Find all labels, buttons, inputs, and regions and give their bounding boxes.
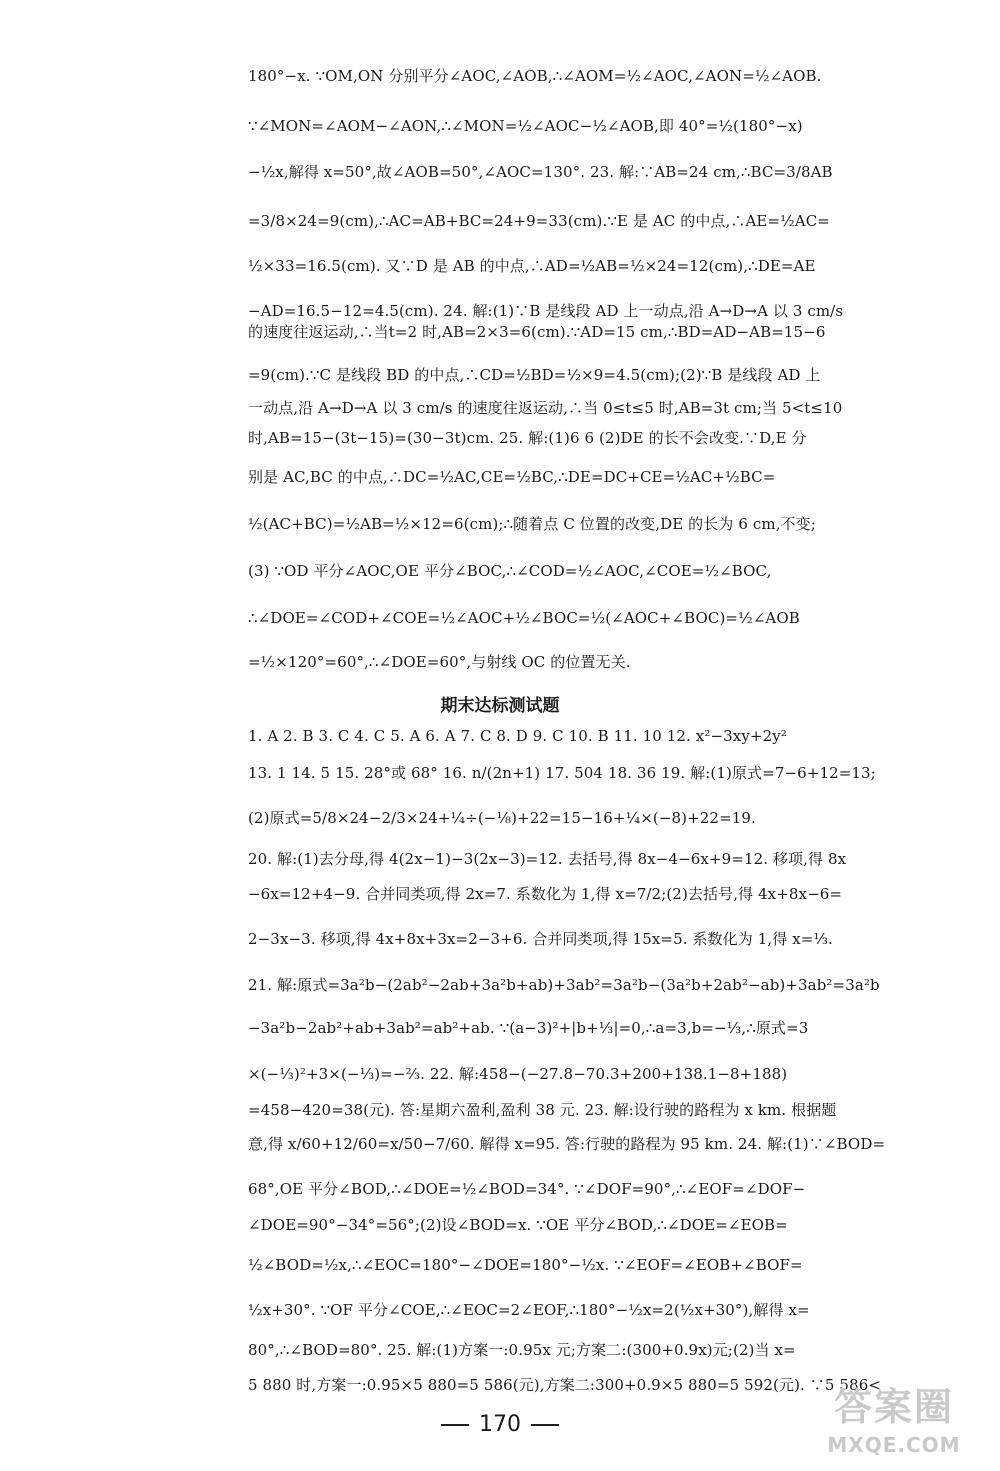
watermark-logo-text: 答案圈: [833, 1385, 954, 1429]
text-line: ½x+30°. ∵OF 平分∠COE,∴∠EOC=2∠EOF,∴180°−½x=2(½x+30°),解得 x=: [248, 1301, 810, 1319]
text-line: −3a²b−2ab²+ab+3ab²=ab²+ab. ∵(a−3)²+|b+⅓|=0,∴a=3,b=−⅓,∴原式=3: [248, 1019, 809, 1037]
watermark: [794, 1381, 994, 1465]
text-line: 1. A 2. B 3. C 4. C 5. A 6. A 7. C 8. D 9. C 10. B 11. 10 12. x²−3xy+2y²: [248, 727, 787, 745]
text-line: 2−3x−3. 移项,得 4x+8x+3x=2−3+6. 合并同类项,得 15x=5. 系数化为 1,得 x=⅓.: [248, 930, 833, 948]
text-line: (2)原式=5/8×24−2/3×24+¼÷(−⅛)+22=15−16+¼×(−8)+22=19.: [248, 809, 756, 827]
text-line: 20. 解:(1)去分母,得 4(2x−1)−3(2x−3)=12. 去括号,得 8x−4−6x+9=12. 移项,得 8x: [248, 850, 847, 868]
text-line: ∴∠DOE=∠COD+∠COE=½∠AOC+½∠BOC=½(∠AOC+∠BOC)=½∠AOB: [248, 609, 800, 627]
text-line: =458−420=38(元). 答:星期六盈利,盈利 38 元. 23. 解:设行驶的路程为 x km. 根据题: [248, 1101, 837, 1119]
page-number-text: 170: [479, 1412, 521, 1437]
dash-right: [531, 1424, 559, 1426]
text-line: 21. 解:原式=3a²b−(2ab²−2ab+3a²b+ab)+3ab²=3a²b−(3a²b+2ab²−ab)+3ab²=3a²b: [248, 976, 880, 994]
text-line: (3) ∵OD 平分∠AOC,OE 平分∠BOC,∴∠COD=½∠AOC,∠COE=½∠BOC,: [248, 562, 772, 580]
text-line: 别是 AC,BC 的中点,∴DC=½AC,CE=½BC,∴DE=DC+CE=½AC+½BC=: [248, 468, 776, 486]
dash-left: [441, 1424, 469, 1426]
text-line: 68°,OE 平分∠BOD,∴∠DOE=½∠BOD=34°. ∵∠DOF=90°,∴∠EOF=∠DOF−: [248, 1180, 806, 1198]
text-line: 5 880 时,方案一:0.95×5 880=5 586(元),方案二:300+0.9×5 880=5 592(元). ∵5 586<: [248, 1376, 882, 1394]
text-line: ½∠BOD=½x,∴∠EOC=180°−∠DOE=180°−½x. ∵∠EOF=∠EOB+∠BOF=: [248, 1256, 803, 1274]
text-line: ½×33=16.5(cm). 又∵D 是 AB 的中点,∴AD=½AB=½×24=12(cm),∴DE=AE: [248, 257, 816, 275]
text-line: 时,AB=15−(3t−15)=(30−3t)cm. 25. 解:(1)6 6 (2)DE 的长不会改变.∵D,E 分: [248, 429, 807, 447]
watermark-url: MXQE.COM: [827, 1433, 961, 1457]
text-line: −½x,解得 x=50°,故∠AOB=50°,∠AOC=130°. 23. 解:∵AB=24 cm,∴BC=3/8AB: [248, 163, 833, 181]
text-line: 一动点,沿 A→D→A 以 3 cm/s 的速度往返运动,∴当 0≤t≤5 时,AB=3t cm;当 5<t≤10: [248, 399, 843, 417]
text-line: −6x=12+4−9. 合并同类项,得 2x=7. 系数化为 1,得 x=7/2;(2)去括号,得 4x+8x−6=: [248, 885, 843, 903]
text-line: ×(−⅓)²+3×(−⅓)=−⅔. 22. 解:458−(−27.8−70.3+200+138.1−8+188): [248, 1065, 788, 1083]
section-title: 期末达标测试题: [440, 696, 560, 716]
text-line: 的速度往返运动,∴当t=2 时,AB=2×3=6(cm).∵AD=15 cm,∴BD=AD−AB=15−6: [248, 323, 826, 341]
text-line: 80°,∴∠BOD=80°. 25. 解:(1)方案一:0.95x 元;方案二:(300+0.9x)元;(2)当 x=: [248, 1341, 796, 1359]
text-line: =9(cm).∵C 是线段 BD 的中点,∴CD=½BD=½×9=4.5(cm);(2)∵B 是线段 AD 上: [248, 366, 821, 384]
text-line: 180°−x. ∵OM,ON 分别平分∠AOC,∠AOB,∴∠AOM=½∠AOC,∠AON=½∠AOB.: [248, 67, 822, 85]
text-line: 13. 1 14. 5 15. 28°或 68° 16. n/(2n+1) 17. 504 18. 36 19. 解:(1)原式=7−6+12=13;: [248, 764, 876, 782]
text-line: 意,得 x/60+12/60=x/50−7/60. 解得 x=95. 答:行驶的路程为 95 km. 24. 解:(1)∵∠BOD=: [248, 1135, 886, 1153]
text-line: ½(AC+BC)=½AB=½×12=6(cm);∴随着点 C 位置的改变,DE 的长为 6 cm,不变;: [248, 515, 816, 533]
text-line: −AD=16.5−12=4.5(cm). 24. 解:(1)∵B 是线段 AD 上一动点,沿 A→D→A 以 3 cm/s: [248, 302, 844, 320]
text-line: =3/8×24=9(cm),∴AC=AB+BC=24+9=33(cm).∵E 是 AC 的中点,∴AE=½AC=: [248, 212, 830, 230]
text-line: ∠DOE=90°−34°=56°;(2)设∠BOD=x. ∵OE 平分∠BOD,∴∠DOE=∠EOB=: [248, 1216, 788, 1234]
text-line: =½×120°=60°,∴∠DOE=60°,与射线 OC 的位置无关.: [248, 653, 631, 671]
text-line: ∵∠MON=∠AOM−∠AON,∴∠MON=½∠AOC−½∠AOB,即 40°=½(180°−x): [248, 117, 803, 135]
